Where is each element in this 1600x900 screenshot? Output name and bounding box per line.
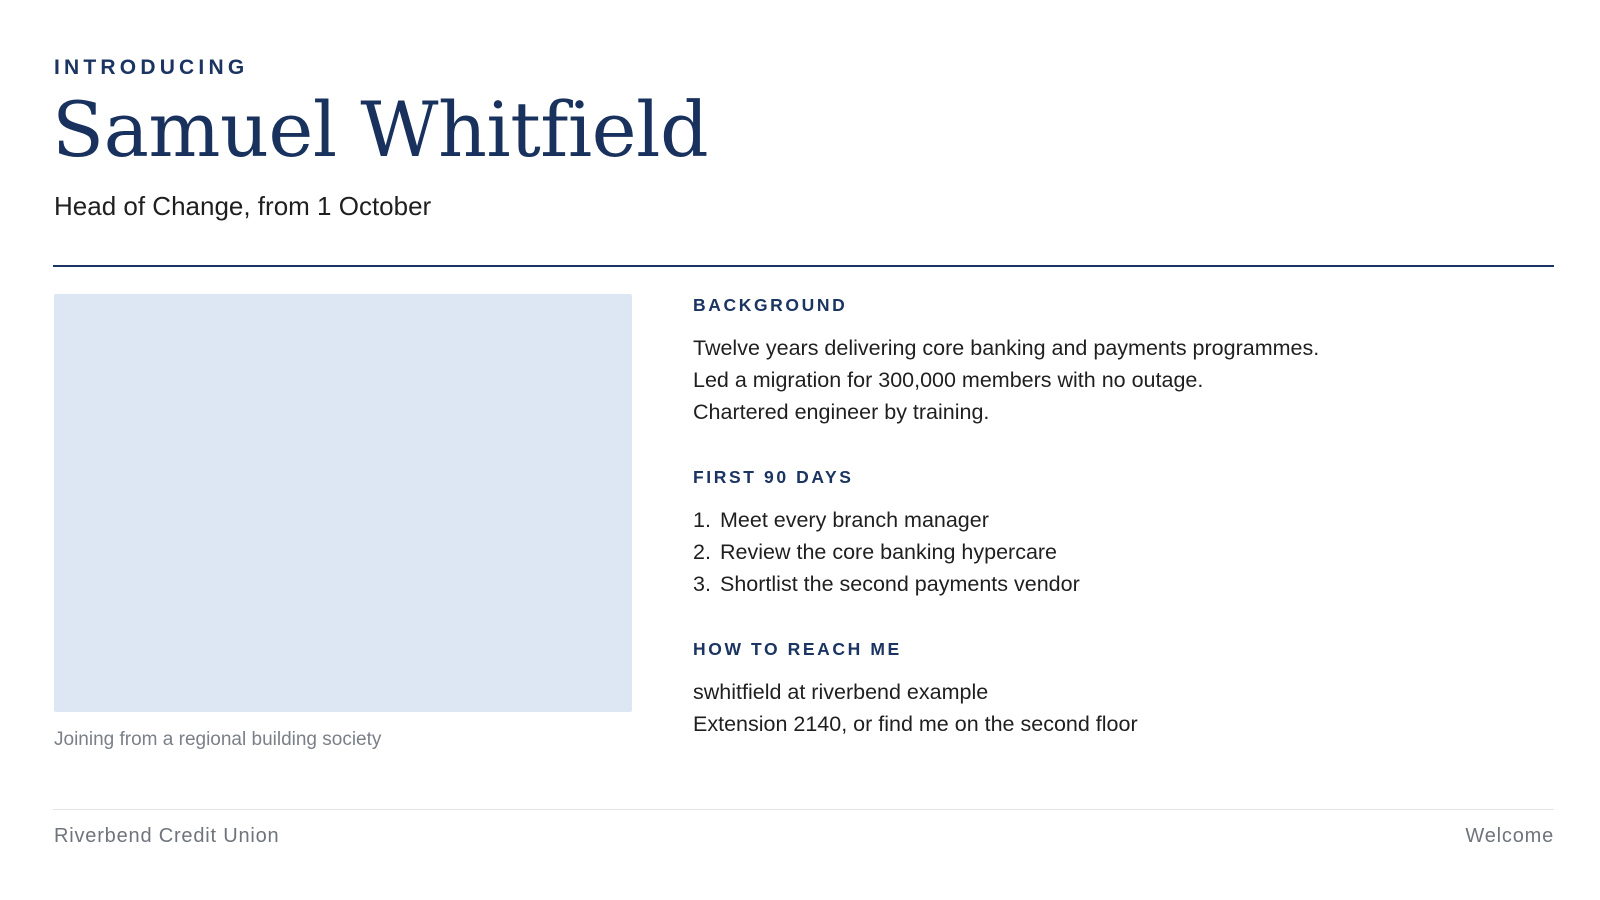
list-item-text: Shortlist the second payments vendor	[720, 572, 1080, 596]
footer-divider	[53, 809, 1554, 810]
list-item-text: Meet every branch manager	[720, 508, 989, 532]
how-to-reach-heading: HOW TO REACH ME	[693, 639, 902, 659]
background-lines	[693, 332, 1553, 428]
list-item	[693, 504, 1553, 536]
background-section	[693, 294, 1553, 428]
how-to-reach-section	[693, 638, 1553, 740]
contact-lines	[693, 676, 1553, 740]
list-item-text: Review the core banking hypercare	[720, 540, 1058, 564]
header-divider	[53, 265, 1554, 267]
list-item-number: 3.	[693, 572, 711, 596]
background-line: Chartered engineer by training.	[693, 400, 990, 424]
list-item	[693, 536, 1553, 568]
person-name: Samuel Whitfield	[52, 85, 709, 174]
contact-extension: Extension 2140, or find me on the second floor	[693, 712, 1138, 736]
contact-email: swhitfield at riverbend example	[693, 680, 989, 704]
background-line: Led a migration for 300,000 members with no outage.	[693, 368, 1204, 392]
background-heading: BACKGROUND	[693, 295, 848, 315]
background-line: Twelve years delivering core banking and payments programmes.	[693, 336, 1320, 360]
photo-placeholder	[54, 294, 632, 712]
list-item-number: 2.	[693, 540, 711, 564]
list-item-number: 1.	[693, 508, 711, 532]
list-item	[693, 568, 1553, 600]
eyebrow-label: INTRODUCING	[54, 56, 249, 79]
first-90-days-list	[693, 504, 1553, 600]
footer-label: Welcome	[1465, 825, 1554, 847]
person-role: Head of Change, from 1 October	[54, 191, 432, 221]
photo-caption: Joining from a regional building society	[54, 729, 382, 750]
first-90-days-section	[693, 466, 1553, 600]
footer-organization: Riverbend Credit Union	[54, 825, 280, 847]
first-90-days-heading: FIRST 90 DAYS	[693, 467, 854, 487]
